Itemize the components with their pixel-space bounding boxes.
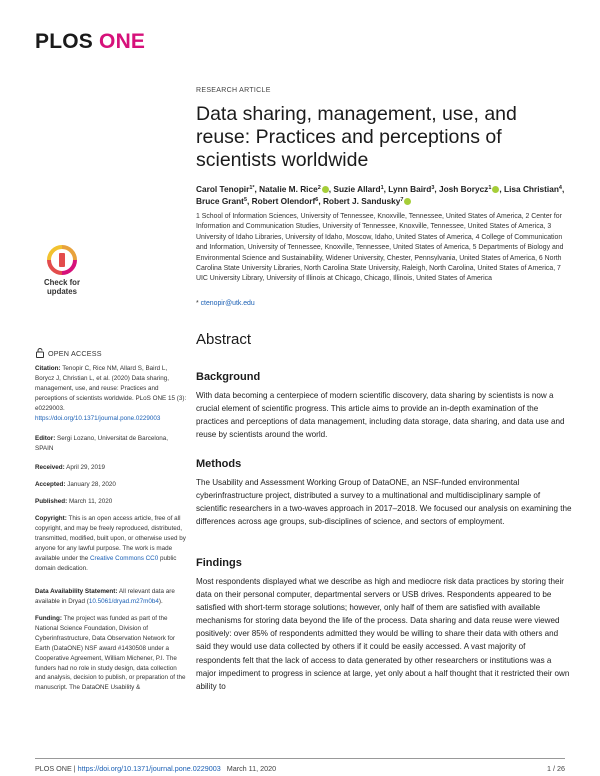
author-affiliation-marker: 1: [380, 185, 384, 191]
editor-label: Editor:: [35, 435, 56, 442]
author-affiliation-marker: 3: [431, 185, 435, 191]
citation-text: Tenopir C, Rice NM, Allard S, Baird L, Borycz J, Christian L, et al. (2020) Data sharing, management, use, and reuse: Practices and perceptions of scientists worldwide. PLoS ONE 15 (3): e0229003.: [35, 365, 187, 412]
editor-block: [35, 434, 187, 454]
open-access-label: [35, 348, 102, 358]
published-date: March 11, 2020: [68, 498, 113, 505]
data-availability-block: [35, 587, 187, 607]
citation-label: Citation:: [35, 365, 61, 372]
journal-name-one: ONE: [99, 30, 146, 53]
author-name: Bruce Grant: [196, 196, 244, 207]
author-name: Natalie M. Rice: [259, 184, 318, 194]
author-name: Josh Borycz: [439, 184, 489, 194]
open-lock-icon: [35, 348, 45, 358]
author: [333, 184, 383, 194]
journal-logo: [35, 30, 145, 54]
background-heading: Background: [196, 371, 261, 383]
received-block: [35, 463, 187, 473]
methods-heading: Methods: [196, 458, 242, 470]
funding-label: Funding:: [35, 615, 62, 622]
author: [259, 184, 329, 194]
orcid-icon[interactable]: [404, 198, 411, 205]
footer-separator: |: [73, 764, 76, 773]
dryad-doi-link[interactable]: 10.5061/dryad.m27m0b4: [88, 597, 159, 605]
received-date: April 29, 2019: [66, 464, 106, 471]
citation-doi-link[interactable]: https://doi.org/10.1371/journal.pone.0229003: [35, 414, 161, 422]
accepted-date: January 28, 2020: [67, 481, 116, 488]
check-updates-icon: [44, 245, 80, 275]
check-updates-line1: Check for: [44, 278, 80, 287]
funding-text: The project was funded as part of the National Science Foundation, Division of Cyberinfrastructure, Data Observation Network for Earth (DataONE) NSF award #1430508 under a Cooperative Agreement, William Michener, P.I. The funders had no role in study design, data collection and analysis, decision to publish, or preparation of the manuscript. The DataONE Usability &: [35, 615, 186, 692]
author-name: Robert Olendorf: [251, 196, 316, 207]
background-text: With data becoming a centerpiece of modern scientific discovery, data sharing by scientists is now a crucial element of scientific progress. This article aims to provide an in-depth examination of the practices and perceptions of data management, including data storage, data sharing, and data use and reuse by scientists around the world.: [196, 391, 565, 440]
orcid-icon[interactable]: [492, 186, 499, 193]
open-access-text: OPEN ACCESS: [48, 349, 102, 358]
methods-text: The Usability and Assessment Working Group of DataONE, an NSF-funded environmental cyberinfrastructure project, distributed a survey to a multinational and multidisciplinary sample of scientific researchers in a two-waves approach in 2017–2018. We focused our analysis on examining the differences across age groups, sub-disciplines of science, and sectors of employment.: [196, 478, 572, 527]
footer-citation: [35, 764, 276, 773]
citation-block: [35, 364, 187, 423]
author: [196, 184, 255, 194]
author-affiliation-marker: 6: [315, 197, 319, 204]
copyright-tail: public domain dedication.: [35, 554, 177, 572]
published-block: [35, 497, 187, 507]
funding-block: [35, 614, 187, 693]
author-name: Suzie Allard: [333, 184, 381, 194]
article-type: RESEARCH ARTICLE: [196, 87, 271, 94]
copyright-block: [35, 514, 187, 573]
author-name: Lynn Baird: [388, 184, 432, 194]
author-affiliation-marker: 7: [400, 197, 404, 204]
footer-doi-link[interactable]: https://doi.org/10.1371/journal.pone.0229003: [77, 764, 221, 773]
published-label: Published:: [35, 498, 68, 505]
author: [196, 196, 247, 206]
check-updates-line2: updates: [47, 287, 77, 296]
data-availability-label: Data Availability Statement:: [35, 588, 118, 595]
received-label: Received:: [35, 464, 65, 471]
findings-heading: Findings: [196, 557, 242, 569]
author-name: Carol Tenopir: [196, 184, 250, 194]
correspondence-marker: *: [196, 300, 199, 307]
abstract-heading: Abstract: [196, 331, 252, 348]
orcid-icon[interactable]: [322, 186, 329, 193]
author-name: Lisa Christian: [504, 184, 559, 194]
findings-text: Most respondents displayed what we describe as high and mediocre risk data practices by storing their data on their personal computer, departmental servers or USB drives. Respondents appeared to be satisfied with short-term storage solutions; however, only half of them are satisfied with available mechanisms for storing data beyond the life of the process. Data sharing and data reuse were viewed positively: over 85% of respondents admitted they would be willing to share their data with others and said they would use data collected by others if it could be easily accessed. A vast majority of respondents felt that the lack of access to data generated by other researchers or institutions was a major impediment to progress in science at large, yet only about a half thought that it restricted their own ability to: [196, 577, 570, 691]
journal-name-plos: PLOS: [35, 30, 93, 53]
accepted-label: Accepted:: [35, 481, 66, 488]
author: [252, 196, 319, 206]
data-availability-tail: ).: [158, 597, 163, 605]
author-affiliation-marker: 1*: [249, 185, 255, 191]
creative-commons-link[interactable]: Creative Commons CC0: [89, 554, 159, 562]
author-list: Carol Tenopir$^{1*}$, Natalie M. Rice$^2$ , Suzie Allard$^1$, Lynn Baird$^3$, Josh Borycz$^1$ , Lisa Christian$^4$, Bruce Grant$^5$, Robert Olendorf$^6$, Robert J. Sandusky$^7$: [196, 184, 565, 207]
author: [439, 184, 499, 194]
author-affiliation-marker: 5: [243, 197, 248, 204]
author-affiliation-marker: 4: [558, 185, 562, 191]
author: [504, 184, 562, 194]
copyright-text: This is an open access article, free of all copyright, and may be freely reproduced, distributed, transmitted, modified, built upon, or otherwise used by anyone for any lawful purpose. The work is made available under the: [35, 515, 186, 562]
footer-journal: PLOS ONE: [35, 764, 72, 773]
author: [388, 184, 434, 194]
copyright-label: Copyright:: [35, 515, 67, 522]
footer-date: March 11, 2020: [226, 764, 277, 773]
correspondence-email-link[interactable]: ctenopir@utk.edu: [200, 300, 255, 307]
correspondence: [196, 300, 572, 307]
article-title: Data sharing, management, use, and reuse: Practices and perceptions of scientists worldwide: [196, 103, 517, 171]
author: [323, 196, 412, 206]
affiliations: 1 School of Information Sciences, University of Tennessee, Knoxville, Tennessee, United States of America, 2 Center for Information and Communication Studies, University of Tennessee, Knoxville, Tennessee, United States of America, 3 University of Idaho Libraries, University of Idaho, Moscow, Idaho, United States of America, 4 College of Communication and Information, University of Tennessee, Knoxville, Tennessee, United States of America, 5 Departments of Biology and Environmental Science and Sustainability, Widener University, Chester, Pennsylvania, United States of America, 6 North Carolina State University Libraries, North Carolina State University, Raleigh, North Carolina, United States of America, 7 UIC University Library, University of Illinois at Chicago, Chicago, Illinois, United States of America: [196, 213, 564, 283]
check-for-updates-button[interactable]: [37, 245, 87, 296]
page-number: 1 / 26: [547, 764, 565, 773]
accepted-block: [35, 480, 187, 490]
footer-divider: [35, 758, 565, 759]
data-availability-text: All relevant data are available in Dryad (: [35, 588, 175, 605]
author-affiliation-marker: 2: [317, 185, 321, 191]
author-name: Robert J. Sandusky: [322, 196, 401, 207]
editor-text: Sergi Lozano, Universitat de Barcelona, SPAIN: [35, 435, 169, 452]
author-affiliation-marker: 1: [488, 185, 492, 191]
